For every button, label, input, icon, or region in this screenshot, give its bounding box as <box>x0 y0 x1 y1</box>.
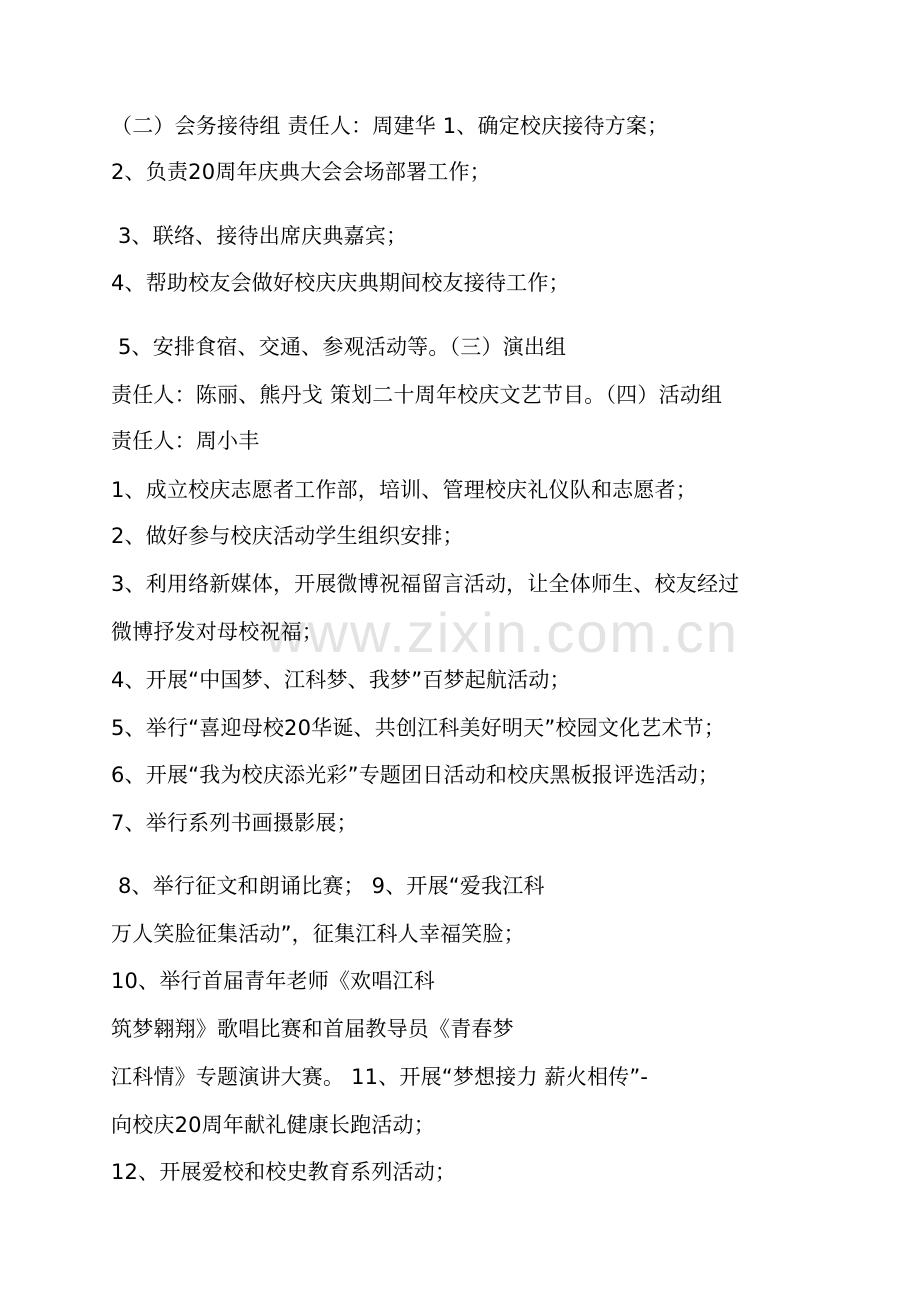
text-line: 4、开展“中国梦、江科梦、我梦”百梦起航活动； <box>111 668 571 692</box>
text-line: 筑梦翱翔》歌唱比赛和首届教导员《青春梦 <box>111 1017 514 1041</box>
text-line: 5、安排食宿、交通、参观活动等。（三）演出组 <box>118 335 567 359</box>
text-line: 7、举行系列书画摄影展； <box>111 811 358 835</box>
text-line: 江科情》专题演讲大赛。 11、开展“梦想接力 薪火相传”- <box>111 1065 649 1089</box>
text-line: 1、成立校庆志愿者工作部，培训、管理校庆礼仪队和志愿者； <box>111 478 697 502</box>
text-line: 10、举行首届青年老师《欢唱江科 <box>111 969 435 993</box>
text-line: 5、举行“喜迎母校20华诞、共创江科美好明天”校园文化艺术节； <box>111 716 726 740</box>
text-line: 2、做好参与校庆活动学生组织安排； <box>111 524 464 548</box>
watermark: www.zixin.com.cn <box>265 601 739 664</box>
text-line: 3、联络、接待出席庆典嘉宾； <box>118 224 408 248</box>
text-line: 12、开展爱校和校史教育系列活动； <box>111 1160 457 1184</box>
text-line: 万人笑脸征集活动”，征集江科人幸福笑脸； <box>111 922 525 946</box>
text-line: 8、举行征文和朗诵比赛； 9、开展“爱我江科 <box>118 874 545 898</box>
text-line: 责任人：周小丰 <box>111 429 260 453</box>
text-line: （二）会务接待组 责任人：周建华 1、确定校庆接待方案； <box>111 114 669 138</box>
text-line: 责任人：陈丽、熊丹戈 策划二十周年校庆文艺节目。（四）活动组 <box>111 383 723 407</box>
text-line: 3、利用络新媒体，开展微博祝福留言活动，让全体师生、校友经过 <box>111 572 740 596</box>
text-line: 2、负责20周年庆典大会会场部署工作； <box>111 160 491 184</box>
text-line: 4、帮助校友会做好校庆庆典期间校友接待工作； <box>111 271 570 295</box>
text-line: 微博抒发对母校祝福； <box>111 620 323 644</box>
text-line: 向校庆20周年献礼健康长跑活动； <box>111 1113 435 1137</box>
text-line: 6、开展“我为校庆添光彩”专题团日活动和校庆黑板报评选活动； <box>111 763 720 787</box>
